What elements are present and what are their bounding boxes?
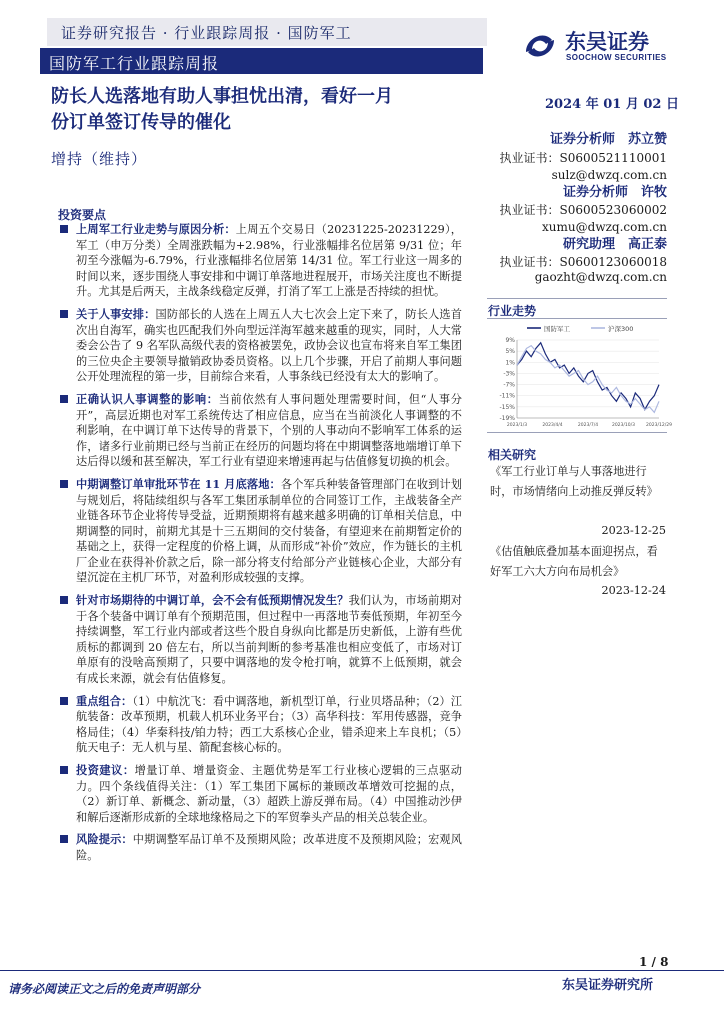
analyst-cert: 执业证书：S0600521110001 <box>499 151 667 165</box>
logo-text: 东吴证券 <box>565 29 649 54</box>
x-tick-label: 2023/10/3 <box>611 423 636 428</box>
footer-divider <box>0 970 724 971</box>
keypoint-heading: 针对市场期待的中调订单，会不会有低预期情况发生？ <box>76 593 349 608</box>
report-title-line: 防长人选落地有助人事担忧出清，看好一月 <box>51 86 393 107</box>
series-line <box>517 346 659 413</box>
keypoint <box>60 832 462 863</box>
keypoint-body: 当前依然有人事问题处理需要时间，但“人事分开”，高层近期也对军工系统传达了相应信息，应当在当前淡化人事调整的不利影响，在中调订单下达传导的背景下，个别的人事动向不影响军工体系的运作，诸多行业前期已经与当前正在经历的问题均将在中期调整落地端增订单下达后得以缓和甚至解决，军工行业有望迎来增速再起与估值修复切换的机会。 <box>76 392 462 469</box>
analyst-email[interactable]: sulz@dwzq.com.cn <box>551 168 667 182</box>
logo-subtext: SOOCHOW SECURITIES <box>566 53 667 62</box>
x-tick-label: 2023/4/4 <box>542 423 563 428</box>
analyst-cert: 执业证书：S0600123060018 <box>499 255 667 269</box>
keypoint-body: 国防部长的人选在上周五人大七次会上定下来了，防长人选首次出自海军，确实也匹配我们外向型远洋海军越来越重的现实，同时，人大常委会公告了 9 名军队高级代表的资格被罢免，政协会议也宣布将来自军工集团的三位央企主要领导撤销政协委员资格。以上几个步骤，开启了前期人事问题公开处理流程的第一步，目前综合来看，人事条线已经没有太大的影响了。 <box>76 307 462 384</box>
keypoint-heading: 正确认识人事调整的影响： <box>76 391 219 406</box>
analyst-email[interactable]: xumu@dwzq.com.cn <box>542 220 667 234</box>
report-date: 2024 年 01 月 02 日 <box>545 97 679 112</box>
analyst-email[interactable]: gaozht@dwzq.com.cn <box>534 270 667 284</box>
y-tick-label: 1% <box>505 359 515 367</box>
soochow-logo <box>520 26 680 66</box>
related-title: 相关研究 <box>488 448 537 462</box>
divider <box>487 432 667 433</box>
legend-label: 沪深300 <box>608 325 634 333</box>
analyst-role: 研究助理 高正泰 <box>562 237 667 252</box>
keypoint <box>60 307 462 385</box>
divider <box>487 298 667 299</box>
analyst-role: 证券分析师 许牧 <box>562 185 667 200</box>
keypoint-body: 增量订单、增量资金、主题优势是军工行业核心逻辑的三点驱动力。四个条线值得关注：（1）军工集团下属标的兼顾改革增效可挖掘的点，（2）新订单、新概念、新动量，（3）超跌上游反弹布局。（4）中国推动沙伊和解后逐渐形成新的全球地缘格局之下的军贸拳头产品的相关总装企业。 <box>76 764 462 824</box>
y-tick-label: -7% <box>503 381 515 389</box>
keypoint-body: 上周五个交易日（20231225-20231229），军工（申万分类）全周涨跌幅为+2.98%，行业涨幅排名位居第 9/31 位；年初至今涨幅为-6.79%，行业涨幅排名位居第 14/31 位。军工行业这一周多的时间以来，逐步围绕人事安排和中调订单落地进程展开，市场关注度也不断提升。尤其是后两天，主战条线稳定反弹，打消了军工上涨是否持续的担忧。 <box>76 223 462 299</box>
keypoint-heading: 上周军工行业走势与原因分析： <box>76 222 236 236</box>
bullet-square-icon <box>60 310 68 318</box>
bullet-square-icon <box>60 835 68 843</box>
y-tick-label: 9% <box>505 337 515 344</box>
legend-label: 国防军工 <box>544 325 570 333</box>
y-tick-label: -3% <box>503 370 515 378</box>
section-title: 国防军工行业跟踪周报 <box>49 54 220 73</box>
keypoint-body: （1）中航沈飞：看中调落地，新机型订单，行业贝塔品种；（2）江航装备：改革预期，机载人机环业务平台；（3）高华科技：军用传感器，竞争格局佳；（4）华秦科技/铂力特；西工大系核心企业，错杀迎来上车良机；（5）航天电子：无人机与星、箭配套核心标的。 <box>76 694 462 755</box>
keypoint <box>60 477 462 586</box>
page-number: 1 / 8 <box>639 955 669 969</box>
bullet-square-icon <box>60 395 68 403</box>
keypoint-heading: 投资建议： <box>76 763 135 777</box>
keypoint <box>60 763 462 825</box>
bullet-square-icon <box>60 225 68 233</box>
footer-brand: 东吴证券研究所 <box>562 978 654 993</box>
keypoint-body: 中期调整军品订单不及预期风险；改革进度不及预期风险；宏观风险。 <box>76 833 462 862</box>
y-tick-label: -11% <box>499 392 515 400</box>
bullet-square-icon <box>60 480 68 488</box>
keypoint-heading: 中期调整订单审批环节在 11 月底落地： <box>76 476 281 491</box>
keypoint <box>60 222 462 300</box>
disclaimer-note: 请务必阅读正文之后的免责声明部分 <box>8 982 201 996</box>
logo-mark-icon <box>520 26 560 66</box>
bullet-square-icon <box>60 766 68 774</box>
keypoint-heading: 关于人事安排： <box>76 306 156 321</box>
keypoints-list <box>60 222 462 871</box>
related-report[interactable]: 《估值触底叠加基本面迎拐点，看好军工六大方向布局机会》 <box>490 545 658 578</box>
industry-trend-chart <box>487 318 672 430</box>
keypoint-body: 我们认为，市场前期对于各个装备中调订单有个预期范围，但过程中一再落地节奏低预期，年初至今持续调整，军工行业内部或者这些个股自身纵向比都是历史新低，上游有些优质标的都调到 20 倍左右，所以当前判断的参考基准也相应变低了，市场对订单原有的没啥高预期了，只要中调落地的发令枪打响，就算不上低预期，就会有成长来源，就会有估值修复。 <box>76 594 462 686</box>
bullet-square-icon <box>60 697 68 705</box>
keypoint <box>60 392 462 470</box>
trend-title: 行业走势 <box>488 304 537 318</box>
bullet-square-icon <box>60 596 68 604</box>
report-title-line: 份订单签订传导的催化 <box>51 112 231 133</box>
keypoints-title: 投资要点 <box>58 208 107 222</box>
related-report-date: 2023-12-25 <box>601 524 666 537</box>
analyst-role: 证券分析师 苏立赞 <box>549 132 667 147</box>
report-type-banner <box>47 18 487 46</box>
x-tick-label: 2023/12/29 <box>646 423 672 428</box>
keypoint-body: 各个军兵种装备管理部门在收到计划与规划后，将陆续组织与各军工集团承制单位的合同签订工作，主战装备全产业链各环节企业将传导受益，近期预期将有越来越多明确的订单相关信息，中期调整的同时，前期尤其是十三五期间的交付装备，有望迎来在前期暂定价的基础之上，获得一定程度的价格上调，从而形成“补价”效应，作为链长的主机厂企业在获得补价款之后，除一部分将支付给部分产业链核心企业，大部分有望沉淀在主机厂环节，对盈利形成较强的支撑。 <box>76 477 462 585</box>
y-tick-label: 5% <box>505 348 515 356</box>
keypoint-heading: 重点组合： <box>76 693 133 708</box>
breadcrumb: 证券研究报告 · 行业跟踪周报 · 国防军工 <box>61 24 352 42</box>
related-report[interactable]: 《军工行业订单与人事落地进行时，市场情绪向上动推反弹反转》 <box>490 465 658 498</box>
analyst-cert: 执业证书：S0600523060002 <box>499 203 667 217</box>
x-tick-label: 2023/1/3 <box>506 423 528 428</box>
report-title <box>51 84 491 136</box>
x-tick-label: 2023/7/4 <box>577 423 599 428</box>
section-banner <box>40 48 483 74</box>
y-tick-label: -15% <box>499 403 515 411</box>
related-report-date: 2023-12-24 <box>601 584 666 597</box>
keypoint <box>60 593 462 687</box>
keypoint-heading: 风险提示： <box>76 832 133 847</box>
keypoint <box>60 694 462 756</box>
rating: 增持（维持） <box>51 150 148 168</box>
y-tick-label: -19% <box>499 415 515 422</box>
